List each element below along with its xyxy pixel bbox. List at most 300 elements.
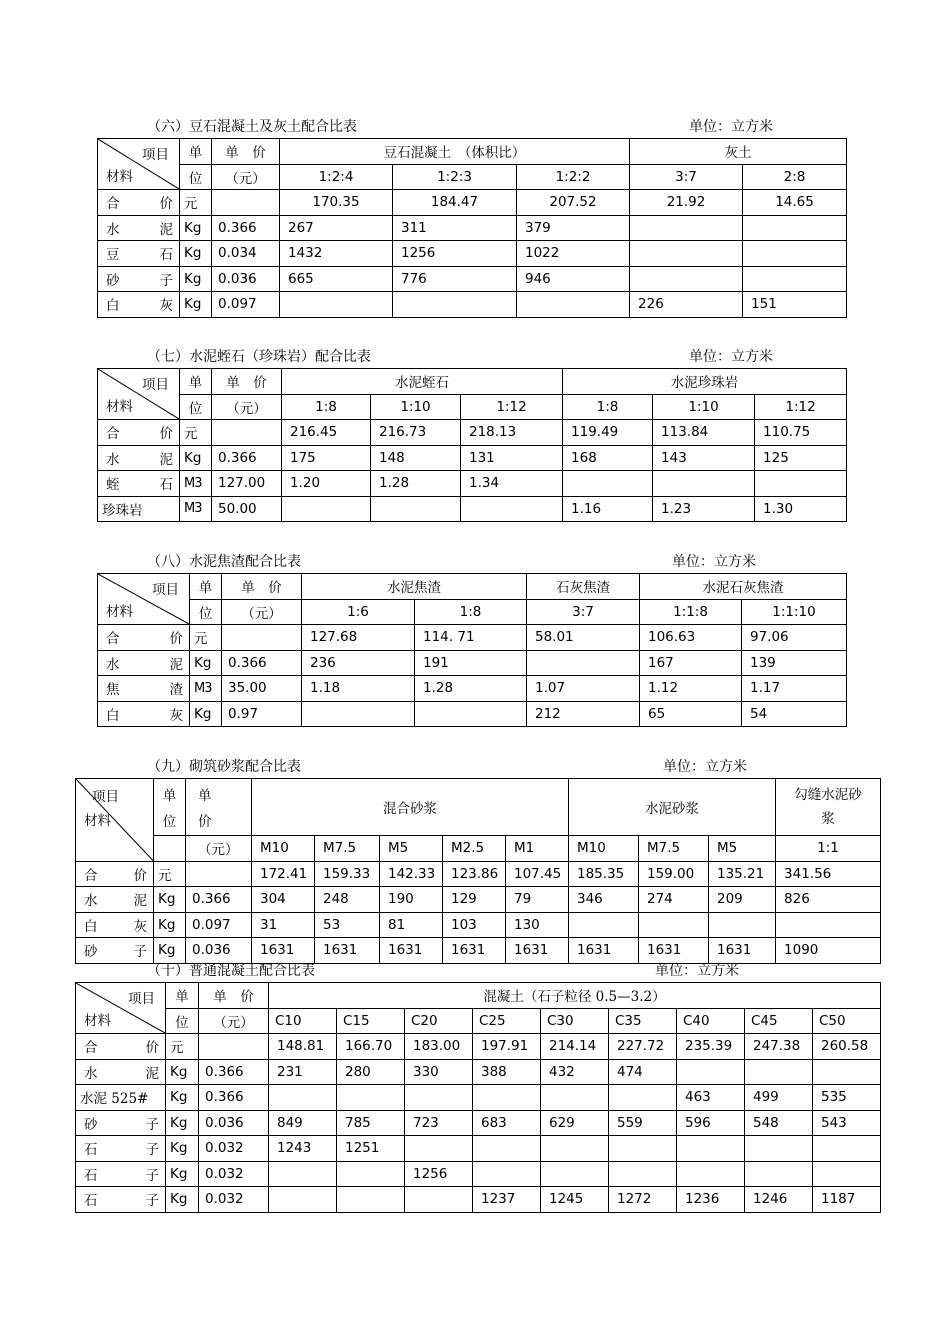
value-cell: 1237	[473, 1187, 541, 1213]
material-char: 石	[84, 1193, 98, 1210]
value-cell: 559	[609, 1110, 677, 1136]
material-name	[98, 215, 180, 241]
material-name-chars	[84, 1138, 165, 1158]
material-name-chars	[84, 1164, 165, 1184]
group-header: 灰土	[630, 139, 847, 165]
value-cell: 167	[640, 650, 742, 676]
material-name-chars	[84, 864, 153, 884]
material-name	[76, 1110, 166, 1136]
value-cell: 159.33	[315, 861, 380, 887]
table-row	[76, 861, 881, 887]
column-header: M10	[569, 836, 639, 862]
value-cell: 125	[755, 445, 847, 471]
value-cell: 135.21	[709, 861, 776, 887]
material-name-chars	[106, 218, 179, 238]
table-row	[76, 1059, 881, 1085]
value-cell	[527, 650, 640, 676]
material-name	[76, 1161, 166, 1187]
value-cell: 304	[252, 887, 315, 913]
group-header: 水泥砂浆	[569, 779, 776, 836]
value-cell: 31	[252, 912, 315, 938]
value-cell	[745, 1059, 813, 1085]
value-cell: 227.72	[609, 1034, 677, 1060]
value-cell: 474	[609, 1059, 677, 1085]
value-cell	[677, 1161, 745, 1187]
material-char: 泥	[169, 656, 183, 673]
table-9	[75, 778, 881, 964]
column-header: 1:8	[415, 599, 527, 625]
price-cell: 0.97	[222, 701, 302, 727]
group-header: 水泥蛭石	[282, 369, 563, 395]
header-price	[186, 779, 252, 836]
value-cell: 1243	[269, 1136, 337, 1162]
table-row	[98, 420, 847, 446]
material-char: 水	[84, 893, 98, 910]
unit-cell: 元	[154, 861, 186, 887]
value-cell	[609, 1161, 677, 1187]
table-row	[76, 912, 881, 938]
value-cell	[677, 1136, 745, 1162]
material-name-chars	[84, 889, 153, 909]
value-cell: 103	[443, 912, 506, 938]
value-cell: 79	[506, 887, 569, 913]
value-cell: 148	[371, 445, 461, 471]
column-header: 1:10	[371, 394, 461, 420]
value-cell	[393, 292, 517, 318]
material-char: 水	[84, 1065, 98, 1082]
material-char: 价	[169, 631, 183, 648]
value-cell: 1187	[813, 1187, 881, 1213]
value-cell: 1.17	[742, 676, 847, 702]
table-row	[98, 496, 847, 522]
header-item: 项目	[142, 147, 169, 163]
unit-label: 单位：立方米	[689, 119, 773, 135]
value-cell: 1631	[569, 938, 639, 964]
value-cell	[337, 1085, 405, 1111]
group-header	[776, 779, 881, 836]
material-char: 砂	[84, 1116, 98, 1133]
group-header-line2: 浆	[821, 811, 835, 827]
material-char: 子	[159, 272, 173, 289]
group-header: 水泥珍珠岩	[563, 369, 847, 395]
table-title: （六）豆石混凝土及灰土配合比表	[147, 119, 357, 135]
value-cell: 127.68	[302, 625, 415, 651]
unit-cell: Kg	[180, 266, 212, 292]
material-label: 水泥 525#	[80, 1091, 149, 1108]
value-cell	[302, 701, 415, 727]
value-cell: 97.06	[742, 625, 847, 651]
price-cell: 0.366	[222, 650, 302, 676]
column-header: 1:8	[282, 394, 371, 420]
value-cell: 826	[776, 887, 881, 913]
unit-cell: M3	[180, 496, 212, 522]
value-cell: 142.33	[380, 861, 443, 887]
value-cell: 130	[506, 912, 569, 938]
unit-cell: Kg	[166, 1059, 199, 1085]
value-cell: 1432	[280, 241, 393, 267]
value-cell	[653, 471, 755, 497]
value-cell	[280, 292, 393, 318]
material-name	[98, 190, 180, 216]
value-cell: 226	[630, 292, 743, 318]
header-unit-1: 单	[162, 788, 177, 804]
value-cell	[677, 1059, 745, 1085]
material-name	[98, 266, 180, 292]
unit-cell: Kg	[166, 1085, 199, 1111]
unit-cell: 元	[180, 420, 212, 446]
unit-cell: Kg	[180, 215, 212, 241]
price-cell: 0.366	[199, 1059, 269, 1085]
material-char: 价	[159, 196, 173, 213]
table-row	[76, 1161, 881, 1187]
value-cell: 148.81	[269, 1034, 337, 1060]
table-row	[98, 292, 847, 318]
material-char: 白	[106, 298, 120, 315]
material-name	[98, 676, 190, 702]
table-10	[75, 982, 881, 1213]
header-material: 材料	[84, 813, 111, 829]
value-cell: 58.01	[527, 625, 640, 651]
value-cell: 723	[405, 1110, 473, 1136]
section-7	[97, 346, 846, 522]
material-name	[76, 887, 154, 913]
value-cell	[776, 912, 881, 938]
value-cell: 330	[405, 1059, 473, 1085]
value-cell: 1.18	[302, 676, 415, 702]
value-cell	[473, 1085, 541, 1111]
value-cell: 172.41	[252, 861, 315, 887]
section-6	[97, 116, 846, 318]
value-cell: 260.58	[813, 1034, 881, 1060]
price-cell: 0.366	[212, 445, 282, 471]
table-row	[98, 625, 847, 651]
table-row	[76, 1034, 881, 1060]
header-unit: 位	[190, 599, 222, 625]
value-cell: 81	[380, 912, 443, 938]
value-cell: 1256	[393, 241, 517, 267]
column-header: 1:6	[302, 599, 415, 625]
group-header: 水泥焦渣	[302, 574, 527, 600]
value-cell: 214.14	[541, 1034, 609, 1060]
material-char: 灰	[159, 298, 173, 315]
material-name	[98, 701, 190, 727]
table-row	[98, 445, 847, 471]
material-char: 砂	[106, 272, 120, 289]
value-cell	[405, 1187, 473, 1213]
column-header: 1:12	[755, 394, 847, 420]
value-cell: 218.13	[461, 420, 563, 446]
value-cell: 596	[677, 1110, 745, 1136]
table-row	[76, 1110, 881, 1136]
value-cell: 1.28	[415, 676, 527, 702]
price-cell: 0.366	[199, 1085, 269, 1111]
material-char: 水	[106, 221, 120, 238]
value-cell: 629	[541, 1110, 609, 1136]
value-cell: 346	[569, 887, 639, 913]
header-item: 项目	[128, 991, 155, 1007]
value-cell: 216.73	[371, 420, 461, 446]
value-cell	[461, 496, 563, 522]
value-cell: 1251	[337, 1136, 405, 1162]
header-unit: 单	[166, 983, 199, 1009]
material-name-chars	[106, 243, 179, 263]
material-name-chars	[106, 269, 179, 289]
value-cell: 341.56	[776, 861, 881, 887]
material-char: 豆	[106, 247, 120, 264]
price-cell: 0.097	[186, 912, 252, 938]
caption-row	[75, 960, 880, 982]
table-row	[76, 1136, 881, 1162]
material-char: 石	[84, 1167, 98, 1184]
material-char: 子	[145, 1193, 159, 1210]
column-header: C40	[677, 1008, 745, 1034]
material-name	[98, 292, 180, 318]
unit-label: 单位：立方米	[672, 554, 756, 570]
header-price-1: 单	[198, 788, 212, 804]
material-char: 合	[106, 426, 120, 443]
group-header: 豆石混凝土 （体积比）	[280, 139, 630, 165]
table-row	[76, 1187, 881, 1213]
group-header: 混合砂浆	[252, 779, 569, 836]
value-cell: 1022	[517, 241, 630, 267]
material-name	[98, 471, 180, 497]
material-char: 合	[106, 196, 120, 213]
value-cell: 1631	[380, 938, 443, 964]
material-name	[76, 912, 154, 938]
column-header: 1:10	[653, 394, 755, 420]
header-diagonal	[76, 983, 166, 1034]
price-cell	[222, 625, 302, 651]
table-row	[98, 190, 847, 216]
value-cell	[630, 266, 743, 292]
value-cell: 267	[280, 215, 393, 241]
column-header: C10	[269, 1008, 337, 1034]
material-char: 焦	[106, 682, 120, 699]
material-char: 水	[106, 656, 120, 673]
unit-cell: M3	[190, 676, 222, 702]
value-cell: 235.39	[677, 1034, 745, 1060]
value-cell: 207.52	[517, 190, 630, 216]
column-header: 2:8	[743, 164, 847, 190]
value-cell: 248	[315, 887, 380, 913]
value-cell: 665	[280, 266, 393, 292]
value-cell: 432	[541, 1059, 609, 1085]
value-cell: 190	[380, 887, 443, 913]
header-price: （元）	[212, 394, 282, 420]
price-cell: 0.034	[212, 241, 280, 267]
table-6	[97, 138, 847, 318]
material-name	[98, 625, 190, 651]
column-header: 1:1:8	[640, 599, 742, 625]
material-name	[98, 650, 190, 676]
column-header: M10	[252, 836, 315, 862]
material-name	[98, 445, 180, 471]
group-header: 石灰焦渣	[527, 574, 640, 600]
value-cell: 212	[527, 701, 640, 727]
unit-cell: Kg	[166, 1187, 199, 1213]
unit-cell: Kg	[190, 701, 222, 727]
table-row	[98, 676, 847, 702]
unit-cell: Kg	[154, 912, 186, 938]
header-diagonal	[98, 574, 190, 625]
unit-cell: M3	[180, 471, 212, 497]
value-cell	[813, 1161, 881, 1187]
material-char: 石	[159, 477, 173, 494]
value-cell	[813, 1136, 881, 1162]
material-name-chars	[106, 678, 189, 698]
unit-cell: Kg	[154, 887, 186, 913]
material-name	[98, 420, 180, 446]
value-cell	[541, 1085, 609, 1111]
value-cell: 114. 71	[415, 625, 527, 651]
price-cell: 0.032	[199, 1161, 269, 1187]
header-price: （元）	[186, 836, 252, 862]
value-cell: 184.47	[393, 190, 517, 216]
material-char: 蛭	[106, 477, 120, 494]
value-cell	[743, 215, 847, 241]
value-cell: 463	[677, 1085, 745, 1111]
section-9	[75, 756, 880, 964]
value-cell: 119.49	[563, 420, 653, 446]
header-unit: 单	[180, 369, 212, 395]
header-unit	[154, 779, 186, 836]
value-cell: 1631	[443, 938, 506, 964]
price-cell	[186, 861, 252, 887]
price-cell: 0.032	[199, 1187, 269, 1213]
material-name	[76, 1034, 166, 1060]
column-header: M7.5	[639, 836, 709, 862]
table-7	[97, 368, 847, 522]
value-cell: 151	[743, 292, 847, 318]
material-name-chars	[84, 940, 153, 960]
price-cell: 0.097	[212, 292, 280, 318]
material-char: 石	[84, 1142, 98, 1159]
column-header: C20	[405, 1008, 473, 1034]
column-header: 3:7	[630, 164, 743, 190]
column-header: 1:8	[563, 394, 653, 420]
material-char: 石	[159, 247, 173, 264]
value-cell	[755, 471, 847, 497]
material-char: 水	[106, 451, 120, 468]
column-header: M1	[506, 836, 569, 862]
value-cell: 1.34	[461, 471, 563, 497]
price-cell	[199, 1034, 269, 1060]
header-price: 单 价	[222, 574, 302, 600]
value-cell: 1631	[315, 938, 380, 964]
unit-cell: Kg	[180, 292, 212, 318]
value-cell: 388	[473, 1059, 541, 1085]
value-cell	[473, 1161, 541, 1187]
price-cell: 0.366	[186, 887, 252, 913]
value-cell	[541, 1161, 609, 1187]
price-cell: 127.00	[212, 471, 282, 497]
material-char: 渣	[169, 682, 183, 699]
value-cell	[569, 912, 639, 938]
value-cell	[745, 1136, 813, 1162]
unit-cell: 元	[166, 1034, 199, 1060]
material-char: 子	[145, 1167, 159, 1184]
value-cell: 1.07	[527, 676, 640, 702]
header-material: 材料	[106, 399, 133, 415]
header-item: 项目	[92, 789, 119, 805]
table-row	[98, 215, 847, 241]
value-cell	[405, 1136, 473, 1162]
material-name-chars	[84, 915, 153, 935]
caption-row	[97, 346, 846, 368]
material-name-chars	[106, 294, 179, 314]
value-cell: 65	[640, 701, 742, 727]
material-name-chars	[84, 1062, 165, 1082]
unit-label: 单位：立方米	[655, 963, 739, 979]
header-diagonal	[76, 779, 154, 862]
header-material: 材料	[106, 169, 133, 185]
value-cell: 1631	[506, 938, 569, 964]
value-cell: 183.00	[405, 1034, 473, 1060]
table-row	[98, 650, 847, 676]
value-cell: 1.16	[563, 496, 653, 522]
header-material: 材料	[106, 604, 133, 620]
value-cell: 14.65	[743, 190, 847, 216]
material-char: 合	[84, 867, 98, 884]
price-cell	[212, 420, 282, 446]
value-cell: 499	[745, 1085, 813, 1111]
value-cell: 123.86	[443, 861, 506, 887]
value-cell: 166.70	[337, 1034, 405, 1060]
header-material: 材料	[84, 1013, 111, 1029]
material-name-chars	[106, 473, 179, 493]
value-cell	[473, 1136, 541, 1162]
material-char: 价	[133, 867, 147, 884]
value-cell: 1.12	[640, 676, 742, 702]
value-cell: 1256	[405, 1161, 473, 1187]
value-cell	[639, 912, 709, 938]
material-name-chars	[106, 704, 189, 724]
value-cell: 946	[517, 266, 630, 292]
value-cell: 209	[709, 887, 776, 913]
header-price: 单 价	[199, 983, 269, 1009]
table-row	[76, 1085, 881, 1111]
value-cell: 159.00	[639, 861, 709, 887]
group-header: 混凝土（石子粒径 0.5—3.2）	[269, 983, 881, 1009]
value-cell: 21.92	[630, 190, 743, 216]
header-unit-blank	[154, 836, 186, 862]
value-cell	[813, 1059, 881, 1085]
header-unit: 位	[180, 164, 212, 190]
material-char: 价	[145, 1040, 159, 1057]
value-cell	[517, 292, 630, 318]
value-cell	[630, 215, 743, 241]
material-char: 泥	[133, 893, 147, 910]
column-header: C30	[541, 1008, 609, 1034]
value-cell	[743, 266, 847, 292]
header-unit: 单	[190, 574, 222, 600]
value-cell: 231	[269, 1059, 337, 1085]
value-cell: 143	[653, 445, 755, 471]
column-header: 1:2:2	[517, 164, 630, 190]
value-cell: 379	[517, 215, 630, 241]
value-cell: 1631	[639, 938, 709, 964]
value-cell: 1272	[609, 1187, 677, 1213]
header-price: （元）	[212, 164, 280, 190]
material-char: 泥	[145, 1065, 159, 1082]
column-header: C15	[337, 1008, 405, 1034]
value-cell: 548	[745, 1110, 813, 1136]
unit-cell: Kg	[180, 445, 212, 471]
unit-cell: Kg	[154, 938, 186, 964]
material-name	[76, 1059, 166, 1085]
value-cell: 543	[813, 1110, 881, 1136]
header-price: 单 价	[212, 369, 282, 395]
